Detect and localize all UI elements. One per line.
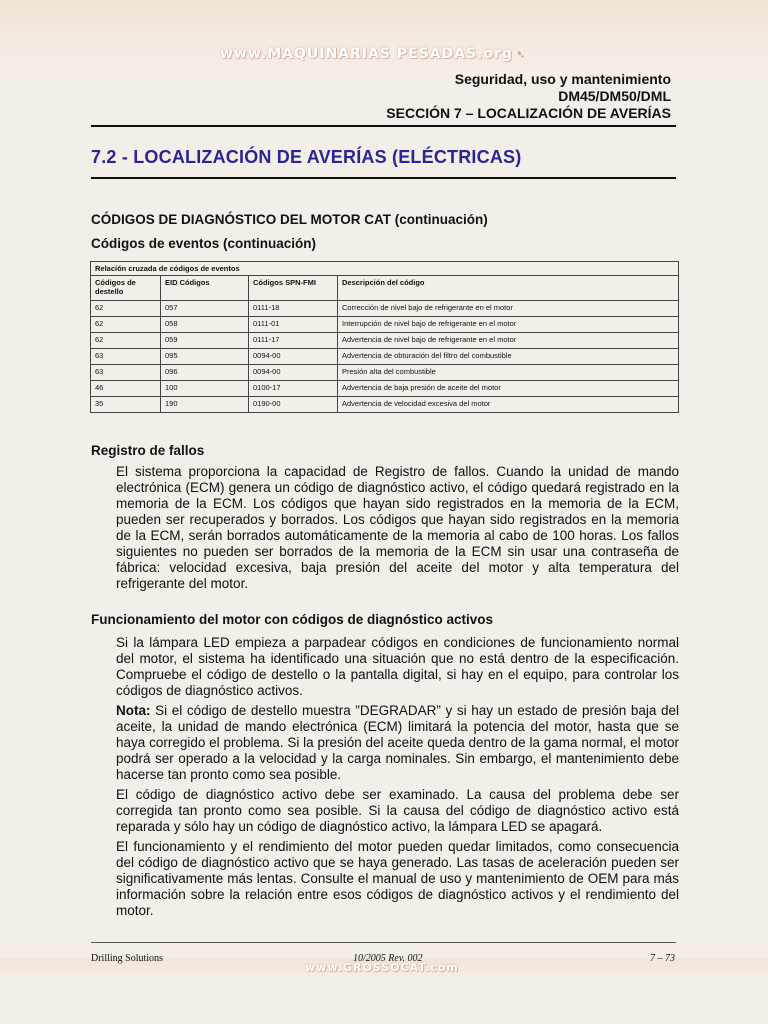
- spn-fmi-cell: 0111-01: [249, 317, 338, 333]
- section-title: 7.2 - LOCALIZACIÓN DE AVERÍAS (ELÉCTRICAS): [91, 147, 522, 167]
- flash-code-cell: 63: [91, 349, 161, 365]
- flash-code-cell: 62: [91, 317, 161, 333]
- column-header: Códigos de destello: [91, 276, 161, 301]
- footer-company: Drilling Solutions: [91, 953, 163, 964]
- eid-code-cell: 100: [161, 381, 249, 397]
- engine-operation-paragraph-3: El código de diagnóstico activo debe ser examinado. La causa del problema debe ser corregida tan pronto como sea posible. Si la causa del código de diagnóstico activo está reparada y sólo hay un código de diagnóstico activo, la lámpara LED se apagará.: [116, 787, 679, 834]
- description-cell: Corrección de nivel bajo de refrigerante en el motor: [338, 301, 679, 317]
- eid-code-cell: 096: [161, 365, 249, 381]
- eid-code-cell: 095: [161, 349, 249, 365]
- table-header-row: [91, 276, 679, 301]
- cursor-arrow-icon: ➴: [515, 48, 527, 61]
- top-watermark-band: [0, 0, 768, 75]
- page-number: 7 – 73: [650, 953, 675, 964]
- spn-fmi-cell: 0190-00: [249, 397, 338, 413]
- spn-fmi-cell: 0111-17: [249, 333, 338, 349]
- description-cell: Presión alta del combustible: [338, 365, 679, 381]
- fault-log-heading: Registro de fallos: [91, 443, 205, 458]
- table-row: [91, 381, 679, 397]
- header-section: SECCIÓN 7 – LOCALIZACIÓN DE AVERÍAS: [386, 105, 671, 121]
- fault-log-paragraph: El sistema proporciona la capacidad de Registro de fallos. Cuando la unidad de mando electrónica (ECM) genera un código de diagnóstico activo, el código quedará registrado en la memoria de la ECM. Los códigos que hayan sido registrados en la memoria de la ECM, pueden ser recuperados y borrados. Los códigos que hayan sido registrados en la memoria de la ECM, serán borrados automáticamente de la memoria al cabo de 100 horas. Los fallos siguientes no pueden ser borrados de la memoria de la ECM sin usar una contraseña de fábrica: velocidad excesiva, baja presión del aceite del motor y alta temperatura del refrigerante del motor.: [116, 464, 679, 591]
- table-row: [91, 365, 679, 381]
- table-row: [91, 397, 679, 413]
- eid-code-cell: 059: [161, 333, 249, 349]
- header-title: Seguridad, uso y mantenimiento: [454, 71, 671, 87]
- footer-revision: 10/2005 Rev. 002: [353, 953, 423, 964]
- flash-code-cell: 63: [91, 365, 161, 381]
- spn-fmi-cell: 0111-18: [249, 301, 338, 317]
- description-cell: Advertencia de velocidad excesiva del motor: [338, 397, 679, 413]
- flash-code-cell: 46: [91, 381, 161, 397]
- spn-fmi-cell: 0094-00: [249, 349, 338, 365]
- header-divider: [91, 125, 676, 127]
- spn-fmi-cell: 0094-00: [249, 365, 338, 381]
- description-cell: Advertencia de baja presión de aceite del motor: [338, 381, 679, 397]
- table-row: [91, 301, 679, 317]
- eid-code-cell: 190: [161, 397, 249, 413]
- table-row: [91, 317, 679, 333]
- engine-operation-paragraph-4: El funcionamiento y el rendimiento del motor pueden quedar limitados, como consecuencia del código de diagnóstico activo que se haya generado. Las tasas de aceleración pueden ser significativamente más lentas. Consulte el manual de uso y mantenimiento de OEM para más información sobre la relación entre esos códigos de diagnóstico activos y el rendimiento del motor.: [116, 839, 679, 918]
- flash-code-cell: 35: [91, 397, 161, 413]
- note-text: Si el código de destello muestra ”DEGRADAR” y si hay un estado de presión baja del aceite, la unidad de mando electrónica (ECM) limitará la potencia del motor, hasta que se haya corregido el problema. Si la presión del aceite queda dentro de la gama normal, el motor podrá ser operado a la velocidad y la carga nominales. Sin embargo, el mantenimiento debe hacerse tan pronto como sea posible.: [116, 703, 679, 782]
- description-cell: Advertencia de nivel bajo de refrigerante en el motor: [338, 333, 679, 349]
- event-codes-table: [90, 261, 679, 413]
- spn-fmi-cell: 0100-17: [249, 381, 338, 397]
- column-header: Descripción del código: [338, 276, 679, 301]
- bottom-watermark: www.GROSSOCAT.com: [305, 961, 459, 974]
- column-header: Códigos SPN-FMI: [249, 276, 338, 301]
- note-paragraph: [116, 703, 679, 783]
- document-header: [386, 71, 671, 122]
- flash-code-cell: 62: [91, 301, 161, 317]
- footer-divider: [91, 942, 676, 943]
- table-row: [91, 349, 679, 365]
- header-model: DM45/DM50/DML: [558, 88, 671, 104]
- table-caption-row: [91, 262, 679, 276]
- eid-code-cell: 057: [161, 301, 249, 317]
- flash-code-cell: 62: [91, 333, 161, 349]
- top-watermark-text: www.MAQUINARIAS PESADAS.org: [220, 46, 513, 62]
- table-caption: Relación cruzada de códigos de eventos: [91, 262, 679, 276]
- diagnostic-codes-heading: CÓDIGOS DE DIAGNÓSTICO DEL MOTOR CAT (continuación): [91, 212, 488, 227]
- description-cell: Interrupción de nivel bajo de refrigerante en el motor: [338, 317, 679, 333]
- column-header: EID Códigos: [161, 276, 249, 301]
- table-row: [91, 333, 679, 349]
- description-cell: Advertencia de obturación del filtro del combustible: [338, 349, 679, 365]
- title-divider: [91, 177, 676, 179]
- engine-operation-paragraph-1: Si la lámpara LED empieza a parpadear códigos en condiciones de funcionamiento normal del motor, el sistema ha identificado una situación que no está dentro de la especificación. Compruebe el código de destello o la pantalla digital, si hay en el equipo, para controlar los códigos de diagnóstico activos.: [116, 635, 679, 698]
- event-codes-heading: Códigos de eventos (continuación): [91, 236, 317, 251]
- note-label: Nota:: [116, 703, 151, 718]
- eid-code-cell: 058: [161, 317, 249, 333]
- top-watermark: [220, 46, 580, 62]
- engine-operation-heading: Funcionamiento del motor con códigos de diagnóstico activos: [91, 612, 494, 627]
